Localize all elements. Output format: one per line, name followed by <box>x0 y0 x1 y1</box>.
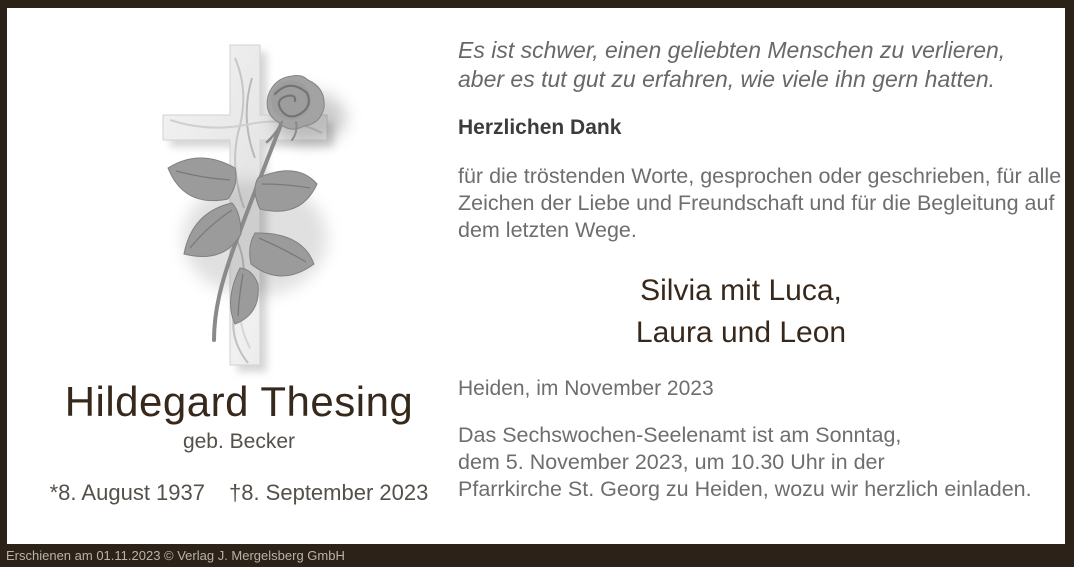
cross-rose-image <box>140 38 400 383</box>
service-announcement <box>458 422 1032 503</box>
notice-content <box>7 8 1065 544</box>
quote-line: aber es tut gut zu erfahren, wie viele ihn gern hatten. <box>458 66 995 92</box>
life-dates <box>25 479 453 507</box>
thanks-heading: Herzlichen Dank <box>458 116 622 139</box>
thanks-text <box>458 163 1061 244</box>
publication-info: Erschienen am 01.11.2023 © Verlag J. Mergelsberg GmbH <box>6 548 345 563</box>
service-line: Das Sechswochen-Seelenamt ist am Sonntag, <box>458 423 902 447</box>
deceased-name: Hildegard Thesing <box>64 378 414 425</box>
family-line: Silvia mit Luca, <box>640 274 842 307</box>
thanks-line: dem letzten Wege. <box>458 218 637 242</box>
thanks-line: Zeichen der Liebe und Freundschaft und für die Begleitung auf <box>458 191 1055 215</box>
birth-date: *8. August 1937 <box>49 480 205 505</box>
family-line: Laura und Leon <box>635 316 847 349</box>
death-date: †8. September 2023 <box>228 480 429 505</box>
family-signature <box>458 270 1024 354</box>
thanks-line: für die tröstenden Worte, gesprochen oder geschrieben, für alle <box>458 164 1062 188</box>
service-line: Pfarrkirche St. Georg zu Heiden, wozu wir herzlich einladen. <box>458 477 1032 501</box>
service-line: dem 5. November 2023, um 10.30 Uhr in der <box>458 450 885 474</box>
memorial-quote <box>458 36 1005 94</box>
place-and-date: Heiden, im November 2023 <box>458 377 714 400</box>
maiden-name: geb. Becker <box>182 430 296 453</box>
publisher-bar <box>0 544 1074 567</box>
quote-line: Es ist schwer, einen geliebten Menschen zu verlieren, <box>458 37 1006 63</box>
